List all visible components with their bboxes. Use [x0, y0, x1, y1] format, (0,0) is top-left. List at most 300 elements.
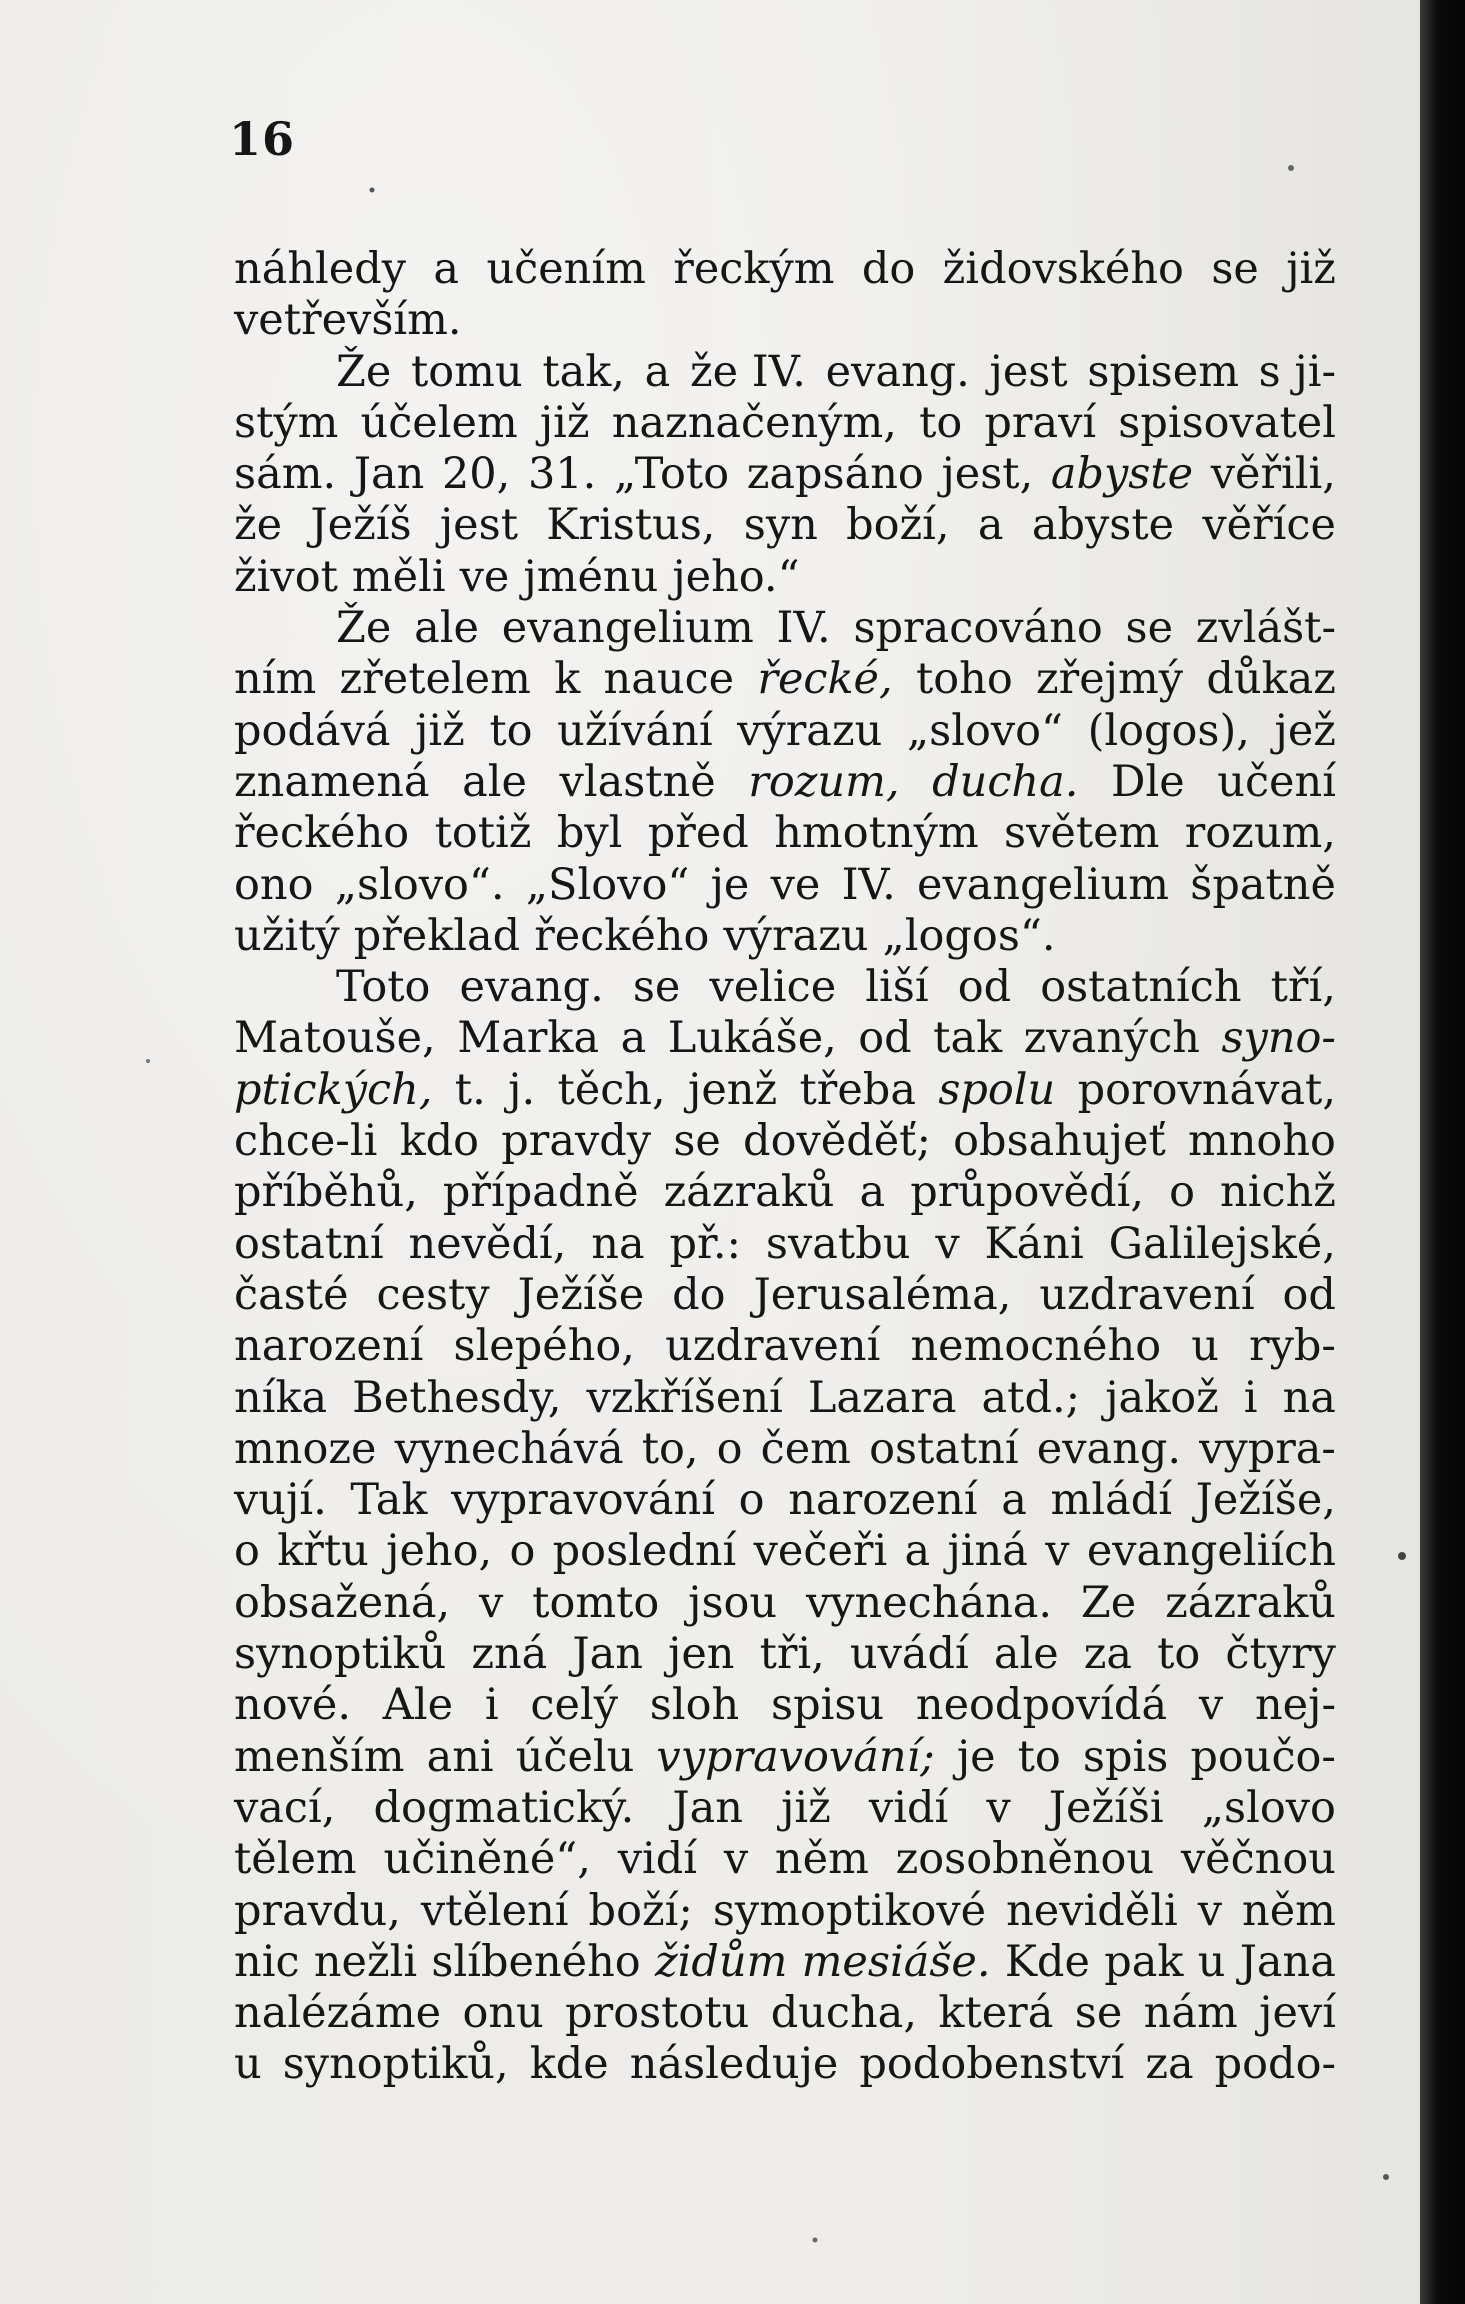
- word: zázraků: [1165, 1577, 1336, 1628]
- word: „logos“.: [882, 910, 1056, 961]
- word: Ježíš: [310, 500, 412, 551]
- word: rozum,: [748, 756, 900, 807]
- word: tomu: [411, 346, 523, 397]
- text-line: [234, 860, 1336, 911]
- word: tak,: [542, 346, 625, 397]
- word: praví: [984, 397, 1097, 448]
- word: spracováno: [853, 603, 1103, 654]
- word: pravdu,: [234, 1885, 401, 1936]
- text-line: [234, 1886, 1336, 1937]
- word: překlad: [353, 910, 521, 961]
- word: rozum,: [1184, 808, 1336, 859]
- text-line: [234, 1116, 1336, 1167]
- word: zvlášt-: [1195, 603, 1336, 654]
- word: „Toto: [613, 449, 730, 500]
- text-line: [234, 1270, 1336, 1321]
- word: slepého,: [453, 1321, 635, 1372]
- word: do: [672, 1269, 726, 1320]
- word: která: [938, 1988, 1054, 2039]
- word: narození: [234, 1321, 424, 1372]
- word: se: [1074, 1988, 1123, 2039]
- text-line: [234, 449, 1336, 500]
- text-line: [234, 911, 1336, 962]
- word: př.:: [669, 1218, 742, 1269]
- word: za: [1145, 2039, 1194, 2090]
- word: ve: [459, 551, 510, 602]
- word: vtělení: [420, 1885, 569, 1936]
- word: cesty: [376, 1269, 490, 1320]
- word: měli: [351, 551, 446, 602]
- word: že: [234, 500, 283, 551]
- word: jakož: [1105, 1372, 1219, 1423]
- word: slíbeného: [431, 1936, 641, 1987]
- paper-speck: [1398, 1552, 1406, 1560]
- word: zná: [471, 1629, 548, 1680]
- word: uvádí: [849, 1629, 969, 1680]
- word: Bethesdy,: [352, 1372, 562, 1423]
- word: u: [1191, 1321, 1219, 1372]
- word: jiná: [947, 1526, 1028, 1577]
- word: to,: [641, 1423, 699, 1474]
- text-line: [234, 1424, 1336, 1475]
- word: vypravování: [451, 1475, 715, 1526]
- text-line: [234, 1732, 1336, 1783]
- text-line: [234, 2039, 1336, 2090]
- word: neviděli: [1006, 1885, 1178, 1936]
- word: v: [1197, 1885, 1223, 1936]
- word: svatbu: [765, 1218, 911, 1269]
- word: je: [956, 1731, 996, 1782]
- word: boží;: [588, 1885, 693, 1936]
- word: spis: [1082, 1731, 1169, 1782]
- word: vlastně: [559, 756, 716, 807]
- word: je: [710, 859, 750, 910]
- word: onu: [462, 1988, 544, 2039]
- paper-speck: [813, 2238, 818, 2243]
- word: prostotu: [565, 1988, 750, 2039]
- text-line: [234, 1988, 1336, 2039]
- word: kdo: [399, 1116, 480, 1167]
- word: ale: [414, 603, 479, 654]
- text-line: [234, 1937, 1336, 1988]
- word: ním: [234, 654, 317, 705]
- word: na: [591, 1218, 645, 1269]
- word: zvaných: [1023, 1013, 1200, 1064]
- word: u: [234, 2039, 262, 2090]
- text-line: [234, 398, 1336, 449]
- word: Ze: [1080, 1577, 1137, 1628]
- word: ale: [993, 1629, 1059, 1680]
- word: před: [647, 808, 749, 859]
- word: za: [1083, 1629, 1133, 1680]
- word: byl: [556, 808, 623, 859]
- word: se: [1125, 603, 1174, 654]
- text-line: [234, 1475, 1336, 1526]
- paper-speck: [1288, 165, 1294, 171]
- word: již: [1286, 244, 1336, 294]
- text-line: [234, 654, 1336, 705]
- paper-speck: [370, 188, 375, 193]
- word: ducha.: [932, 756, 1079, 807]
- word: toho: [915, 654, 1013, 705]
- word: totiž: [434, 808, 532, 859]
- word: zázraků: [663, 1167, 835, 1218]
- word: věřili,: [1210, 449, 1336, 500]
- word: Kde: [1004, 1936, 1090, 1987]
- word: ptických,: [234, 1064, 433, 1115]
- word: poučo-: [1190, 1731, 1336, 1782]
- word: jménu: [523, 551, 659, 602]
- word: a: [859, 1167, 886, 1218]
- word: vynechána.: [805, 1577, 1053, 1628]
- word: čtyry: [1225, 1629, 1336, 1680]
- word: od: [957, 962, 1012, 1013]
- word: řeckého: [534, 910, 710, 961]
- word: „slovo“.: [334, 859, 505, 910]
- word: obsažená,: [234, 1577, 451, 1628]
- word: jsou: [688, 1577, 778, 1628]
- word: ve: [770, 859, 821, 910]
- word: tří,: [1270, 962, 1336, 1013]
- word: pravdy: [501, 1116, 652, 1167]
- word: věříce: [1202, 500, 1336, 551]
- word: obsahujeť: [953, 1116, 1166, 1167]
- word: kde: [529, 2039, 609, 2090]
- word: jeví: [1259, 1988, 1336, 2039]
- word: sám.: [234, 449, 337, 500]
- word: světem: [1004, 808, 1160, 859]
- word: chce-li: [234, 1116, 378, 1167]
- word: t.: [454, 1064, 486, 1115]
- word: v: [1045, 1526, 1070, 1577]
- word: náhledy: [234, 244, 407, 294]
- word: synoptiků: [234, 1629, 447, 1680]
- word: nic: [234, 1936, 300, 1987]
- word: ryb-: [1249, 1321, 1336, 1372]
- word: spisu: [771, 1680, 885, 1731]
- word: Tak: [350, 1475, 428, 1526]
- text-line: [234, 757, 1336, 808]
- word: vynechává: [394, 1423, 624, 1474]
- word: „Slovo“: [525, 859, 690, 910]
- word: Že: [336, 346, 392, 397]
- word: nové.: [234, 1680, 351, 1731]
- word: užitý: [234, 910, 340, 961]
- paper-speck: [1383, 2174, 1389, 2180]
- word: 31.: [527, 449, 597, 500]
- word: Že: [336, 603, 392, 654]
- word: u: [1197, 1936, 1226, 1987]
- text-line: [234, 706, 1336, 757]
- word: židům: [654, 1936, 788, 1987]
- text-line: [234, 347, 1336, 398]
- word: následuje: [629, 2039, 839, 2090]
- word: užívání: [557, 705, 713, 756]
- word: pak: [1104, 1936, 1184, 1987]
- text-line: [234, 1680, 1336, 1731]
- text-line: [234, 500, 1336, 551]
- word: evang.: [1036, 1423, 1182, 1474]
- word: Ježíši: [1048, 1782, 1164, 1833]
- text-line: [234, 1013, 1336, 1064]
- word: mnoho: [1187, 1116, 1336, 1167]
- word: podobenství: [859, 2039, 1125, 2090]
- word: neodpovídá: [915, 1680, 1168, 1731]
- word: nemocného: [910, 1321, 1162, 1372]
- word: zřejmý: [1036, 654, 1184, 705]
- word: spolu: [938, 1064, 1056, 1115]
- word: tomto: [532, 1577, 660, 1628]
- word: od: [1282, 1269, 1336, 1320]
- word: Dle: [1111, 756, 1185, 807]
- text-line: [234, 1321, 1336, 1372]
- word: evang.: [459, 962, 604, 1013]
- word: mládí: [1050, 1475, 1172, 1526]
- word: účelem: [360, 397, 518, 448]
- word: vypra-: [1199, 1423, 1336, 1474]
- word: narození: [788, 1475, 978, 1526]
- word: něm: [1242, 1885, 1336, 1936]
- word: křtu: [277, 1526, 369, 1577]
- word: nauce: [603, 654, 735, 705]
- word: zřetelem: [339, 654, 531, 705]
- word: na: [1282, 1372, 1336, 1423]
- text-line: [234, 1219, 1336, 1270]
- word: nej-: [1254, 1680, 1336, 1731]
- word: atd.;: [981, 1372, 1081, 1423]
- word: tělem: [234, 1834, 357, 1885]
- word: vidí: [617, 1834, 698, 1885]
- paper-speck: [146, 1059, 150, 1063]
- word: symoptikové: [712, 1885, 987, 1936]
- word: těch,: [557, 1064, 666, 1115]
- word: nichž: [1220, 1167, 1336, 1218]
- word: Ježíše: [517, 1269, 645, 1320]
- word: dogmatický.: [373, 1782, 635, 1833]
- word: to: [1157, 1629, 1201, 1680]
- word: se: [1211, 244, 1259, 294]
- text-line: [234, 1578, 1336, 1629]
- word: Jan: [572, 1629, 643, 1680]
- page-number: 16: [229, 112, 296, 166]
- word: průpovědí,: [910, 1167, 1145, 1218]
- word: v: [935, 1218, 960, 1269]
- word: od: [858, 1013, 912, 1064]
- word: výrazu: [737, 705, 883, 756]
- word: spisem: [1087, 346, 1239, 397]
- text-line: [234, 295, 1336, 346]
- word: důkaz: [1206, 654, 1336, 705]
- word: řeckým: [673, 244, 835, 294]
- word: Jerusaléma,: [753, 1269, 1012, 1320]
- word: jeho,: [386, 1526, 493, 1577]
- word: do: [861, 244, 916, 294]
- word: učením: [486, 244, 646, 294]
- word: a: [904, 1526, 931, 1577]
- word: s ji-: [1258, 346, 1336, 397]
- word: ostatní: [234, 1218, 384, 1269]
- text-line: [234, 1526, 1336, 1577]
- word: syno-: [1221, 1013, 1336, 1064]
- word: časté: [234, 1269, 349, 1320]
- word: evangelium: [501, 603, 754, 654]
- word: vují.: [234, 1475, 327, 1526]
- word: (logos),: [1087, 705, 1250, 756]
- text-line: [234, 1065, 1336, 1116]
- word: porovnávat,: [1077, 1064, 1336, 1115]
- word: v: [479, 1577, 504, 1628]
- word: syn: [743, 500, 818, 551]
- word: se: [632, 962, 681, 1013]
- word: Jan: [672, 1782, 743, 1833]
- text-line: [234, 1629, 1336, 1680]
- word: večeři: [753, 1526, 888, 1577]
- text-line: [234, 962, 1336, 1013]
- word: tak: [933, 1013, 1003, 1064]
- word: evang.: [825, 346, 970, 397]
- word: abyste: [1031, 500, 1175, 551]
- word: „slovo“: [906, 705, 1064, 756]
- word: vzkříšení: [586, 1372, 783, 1423]
- word: a: [1001, 1475, 1027, 1526]
- word: mnoze: [234, 1423, 377, 1474]
- word: Matouše,: [234, 1013, 436, 1064]
- word: o: [509, 1526, 536, 1577]
- word: jeho.“: [672, 551, 800, 602]
- word: věčnou: [1180, 1834, 1336, 1885]
- word: již: [539, 397, 590, 448]
- word: dověděť;: [743, 1116, 931, 1167]
- text-line: [234, 808, 1336, 859]
- word: ostatních: [1040, 962, 1242, 1013]
- word: vetřevším.: [234, 295, 462, 346]
- word: Káni: [984, 1218, 1084, 1269]
- word: účelu: [515, 1731, 635, 1782]
- word: Jana: [1239, 1936, 1336, 1987]
- word: a: [977, 500, 1004, 551]
- page-edge-shadow: [1420, 0, 1465, 2304]
- word: něm: [774, 1834, 869, 1885]
- text-line: [234, 244, 1336, 295]
- word: Kristus,: [546, 500, 716, 551]
- word: Marka: [457, 1013, 600, 1064]
- word: a: [620, 1013, 647, 1064]
- word: v: [986, 1782, 1011, 1833]
- word: i: [1243, 1372, 1258, 1423]
- word: Galilejské,: [1108, 1218, 1336, 1269]
- word: a: [644, 346, 671, 397]
- word: stým: [234, 397, 339, 448]
- word: to: [489, 705, 533, 756]
- word: zapsáno: [746, 449, 924, 500]
- word: Lukáše,: [667, 1013, 837, 1064]
- word: Lazara: [807, 1372, 957, 1423]
- word: i: [484, 1680, 499, 1731]
- word: poslední: [552, 1526, 737, 1577]
- word: o: [738, 1475, 765, 1526]
- word: to: [1017, 1731, 1061, 1782]
- word: život: [234, 551, 338, 602]
- word: čem: [760, 1423, 851, 1474]
- word: učení: [1217, 756, 1336, 807]
- word: synoptiků,: [282, 2039, 509, 2090]
- word: tři,: [759, 1629, 825, 1680]
- word: vypravování;: [656, 1731, 935, 1782]
- word: to: [919, 397, 963, 448]
- word: učiněné“,: [383, 1834, 591, 1885]
- word: j.: [508, 1064, 536, 1115]
- word: nežli: [313, 1936, 418, 1987]
- word: jest: [989, 346, 1068, 397]
- word: případně: [442, 1167, 639, 1218]
- word: třeba: [799, 1064, 916, 1115]
- word: abyste: [1050, 449, 1194, 500]
- word: boží,: [846, 500, 950, 551]
- word: vidí: [868, 1782, 949, 1833]
- word: uzdravení: [1039, 1269, 1255, 1320]
- word: Ježíše,: [1195, 1475, 1336, 1526]
- word: výrazu: [723, 910, 869, 961]
- word: v: [723, 1834, 749, 1885]
- text-line: [234, 1373, 1336, 1424]
- word: liší: [865, 962, 929, 1013]
- word: IV.: [841, 859, 896, 910]
- word: ani: [426, 1731, 494, 1782]
- word: že IV.: [689, 346, 806, 397]
- word: vací,: [234, 1782, 336, 1833]
- word: podává: [234, 705, 391, 756]
- word: mesiáše.: [801, 1936, 991, 1987]
- word: Jan: [353, 449, 425, 500]
- word: řeckého: [234, 808, 410, 859]
- word: jest: [439, 500, 518, 551]
- word: k: [554, 654, 581, 705]
- text-line: [234, 1834, 1336, 1885]
- word: hmotným: [774, 808, 979, 859]
- word: židovského: [942, 244, 1184, 294]
- word: menším: [234, 1731, 405, 1782]
- word: a: [433, 244, 460, 294]
- word: nám: [1143, 1988, 1238, 2039]
- word: IV.: [776, 603, 831, 654]
- word: o: [716, 1423, 743, 1474]
- word: „slovo: [1201, 1782, 1336, 1833]
- word: již: [415, 705, 465, 756]
- text-line: [234, 603, 1336, 654]
- word: uzdravení: [665, 1321, 881, 1372]
- word: ono: [234, 859, 314, 910]
- word: ostatní: [869, 1423, 1019, 1474]
- word: znamená: [234, 756, 430, 807]
- word: spisovatel: [1118, 397, 1336, 448]
- body-text: [234, 244, 1336, 2091]
- word: příběhů,: [234, 1167, 418, 1218]
- word: Ale: [382, 1680, 454, 1731]
- word: podo-: [1214, 2039, 1336, 2090]
- word: jenž: [688, 1064, 778, 1115]
- word: naznačeným,: [611, 397, 897, 448]
- word: špatně: [1190, 859, 1336, 910]
- word: ale: [462, 756, 527, 807]
- word: evangelium: [917, 859, 1170, 910]
- word: evangeliích: [1086, 1526, 1336, 1577]
- word: v: [1198, 1680, 1224, 1731]
- word: jen: [668, 1629, 735, 1680]
- word: se: [673, 1116, 721, 1167]
- word: velice: [709, 962, 837, 1013]
- word: níka: [234, 1372, 328, 1423]
- word: jest,: [941, 449, 1034, 500]
